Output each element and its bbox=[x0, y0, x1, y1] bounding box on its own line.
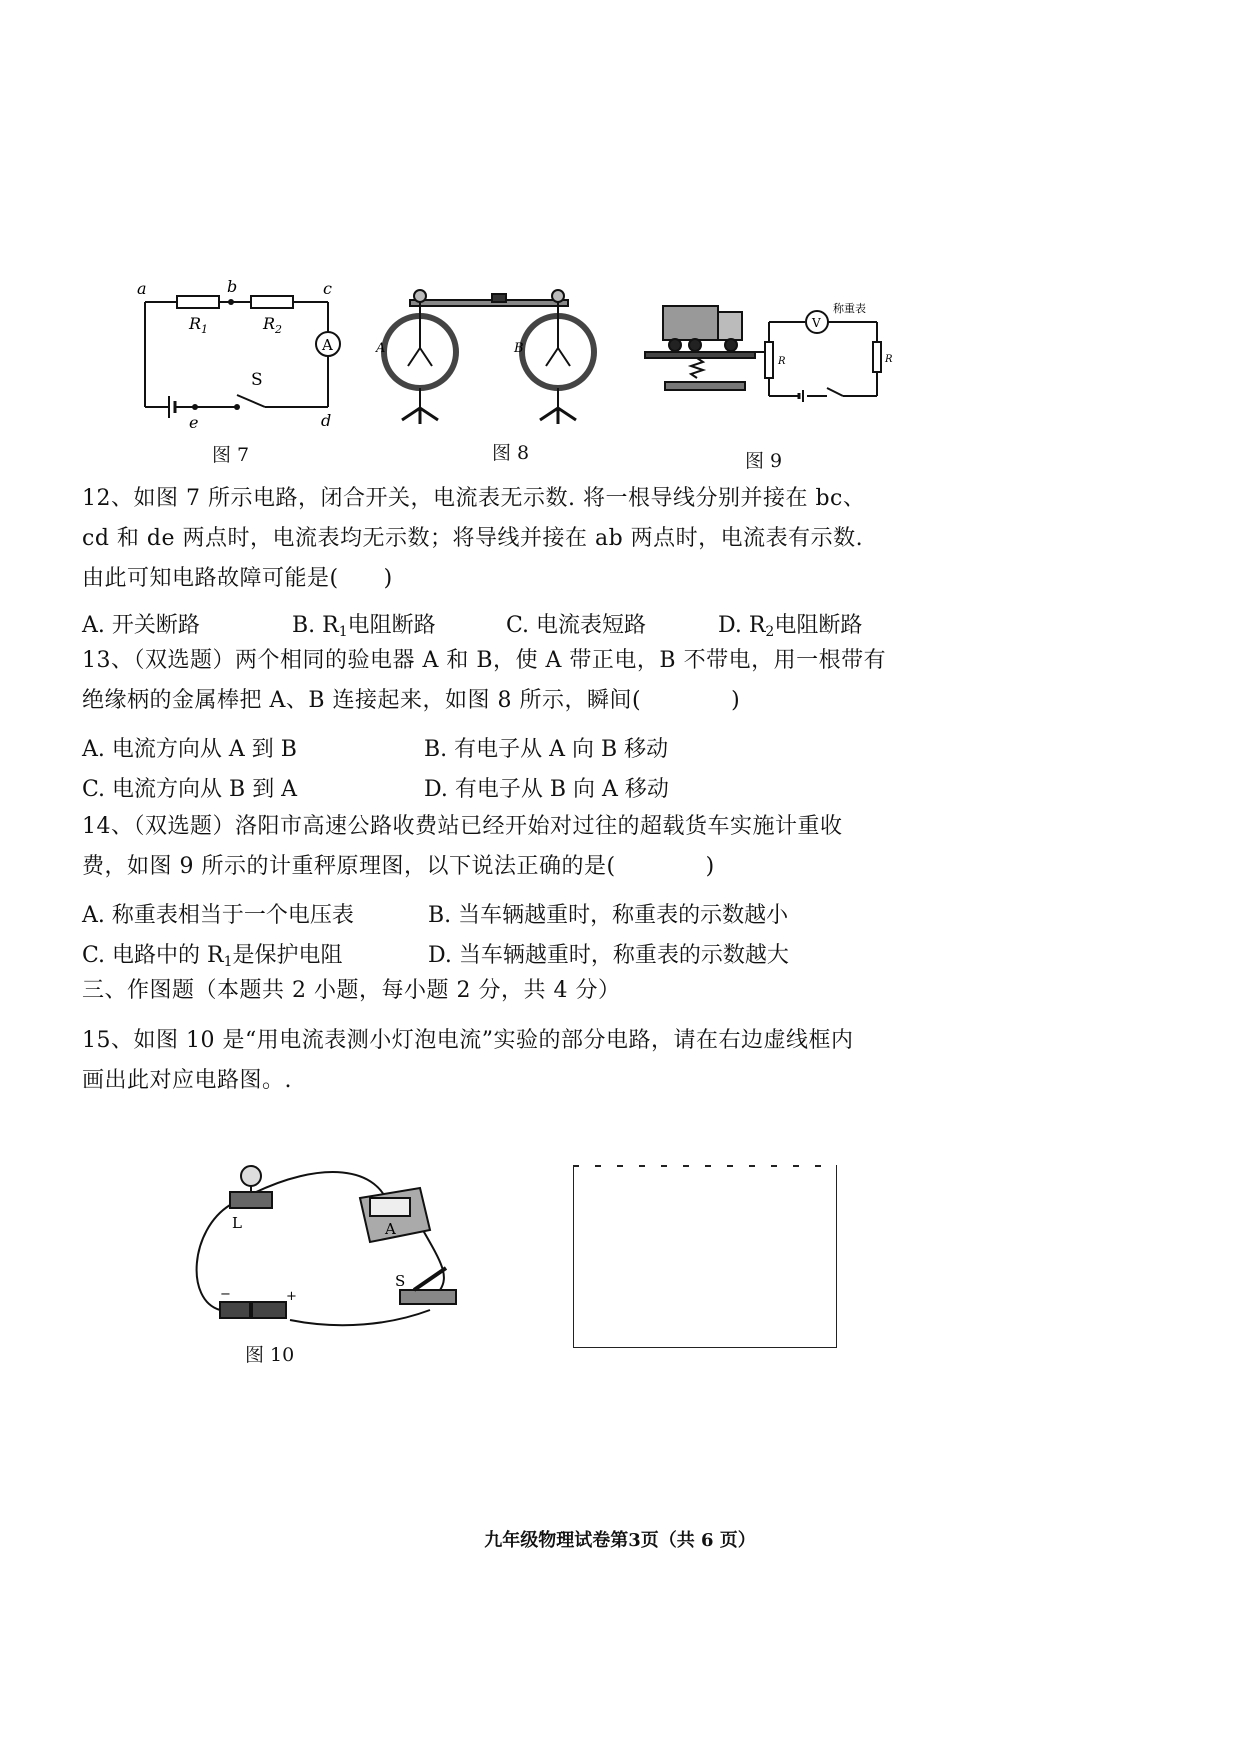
q13-option-c: C. 电流方向从 B 到 A bbox=[82, 777, 298, 802]
q12-line-1: 12、如图 7 所示电路，闭合开关，电流表无示数. 将一根导线分别并接在 bc、 bbox=[82, 486, 866, 511]
figure-10-physical-circuit bbox=[190, 1150, 490, 1330]
node-b-label: b bbox=[227, 277, 238, 296]
q12-line-3: 由此可知电路故障可能是( ) bbox=[82, 566, 393, 591]
ammeter-label: A bbox=[385, 1220, 396, 1238]
q12-option-d: D. $R_2$电阻断路 bbox=[718, 613, 863, 640]
figure-7-caption: 图 7 bbox=[212, 444, 250, 466]
answer-box[interactable] bbox=[573, 1165, 837, 1348]
node-a-label: a bbox=[137, 279, 147, 298]
battery-plus-label: + bbox=[286, 1289, 297, 1304]
q12-option-c: C. 电流表短路 bbox=[506, 613, 647, 638]
meter-label: 称重表 bbox=[833, 302, 866, 315]
q13-option-b: B. 有电子从 A 向 B 移动 bbox=[424, 737, 669, 762]
q13-line-1: 13、（双选题）两个相同的验电器 A 和 B，使 A 带正电，B 不带电，用一根带有 bbox=[82, 648, 887, 673]
r1-label: $R_1$ bbox=[189, 314, 209, 336]
resistor-left-label: R bbox=[778, 356, 786, 367]
q14-option-d: D. 当车辆越重时，称重表的示数越大 bbox=[428, 943, 789, 968]
switch-label: S bbox=[251, 370, 263, 390]
section-3-heading: 三、作图题（本题共 2 小题，每小题 2 分，共 4 分） bbox=[82, 978, 621, 1003]
q14-line-2: 费，如图 9 所示的计重秤原理图，以下说法正确的是( ) bbox=[82, 854, 715, 879]
q15-line-1: 15、如图 10 是“用电流表测小灯泡电流”实验的部分电路，请在右边虚线框内 bbox=[82, 1028, 854, 1053]
electroscope-a-label: A bbox=[376, 341, 386, 356]
q13-option-d: D. 有电子从 B 向 A 移动 bbox=[424, 777, 669, 802]
q12-option-b: B. $R_1$电阻断路 bbox=[292, 613, 436, 640]
resistor-right-label: R bbox=[885, 354, 893, 365]
figure-8-electroscopes bbox=[376, 290, 600, 430]
lamp-label: L bbox=[232, 1214, 242, 1232]
switch-label: S bbox=[395, 1272, 406, 1290]
node-d-label: d bbox=[321, 411, 332, 430]
node-c-label: c bbox=[323, 279, 332, 298]
figure-9-weighing-scale bbox=[645, 298, 905, 408]
q15-line-2: 画出此对应电路图。. bbox=[82, 1068, 292, 1093]
q14-line-1: 14、（双选题）洛阳市高速公路收费站已经开始对过往的超载货车实施计重收 bbox=[82, 814, 843, 839]
figure-10-caption: 图 10 bbox=[245, 1344, 295, 1366]
q13-option-a: A. 电流方向从 A 到 B bbox=[82, 737, 297, 762]
figure-7-circuit bbox=[125, 277, 355, 432]
figure-9-caption: 图 9 bbox=[745, 450, 783, 472]
battery-minus-label: − bbox=[220, 1287, 231, 1302]
q14-option-b: B. 当车辆越重时，称重表的示数越小 bbox=[428, 903, 789, 928]
q12-line-2: cd 和 de 两点时，电流表均无示数；将导线并接在 ab 两点时，电流表有示数. bbox=[82, 526, 864, 551]
q14-option-c: C. 电路中的 $R_1$是保护电阻 bbox=[82, 943, 343, 970]
q12-option-a: A. 开关断路 bbox=[82, 613, 200, 638]
node-e-label: e bbox=[189, 413, 199, 432]
ammeter-symbol: A bbox=[322, 336, 333, 354]
q14-option-a: A. 称重表相当于一个电压表 bbox=[82, 903, 354, 928]
figure-8-caption: 图 8 bbox=[492, 442, 530, 464]
voltmeter-symbol: V bbox=[812, 316, 821, 330]
electroscope-b-label: B bbox=[514, 341, 524, 356]
r2-label: $R_2$ bbox=[263, 314, 283, 336]
q13-line-2: 绝缘柄的金属棒把 A、B 连接起来，如图 8 所示，瞬间( ) bbox=[82, 688, 741, 713]
page-footer: 九年级物理试卷第3页（共 6 页） bbox=[484, 1530, 756, 1551]
